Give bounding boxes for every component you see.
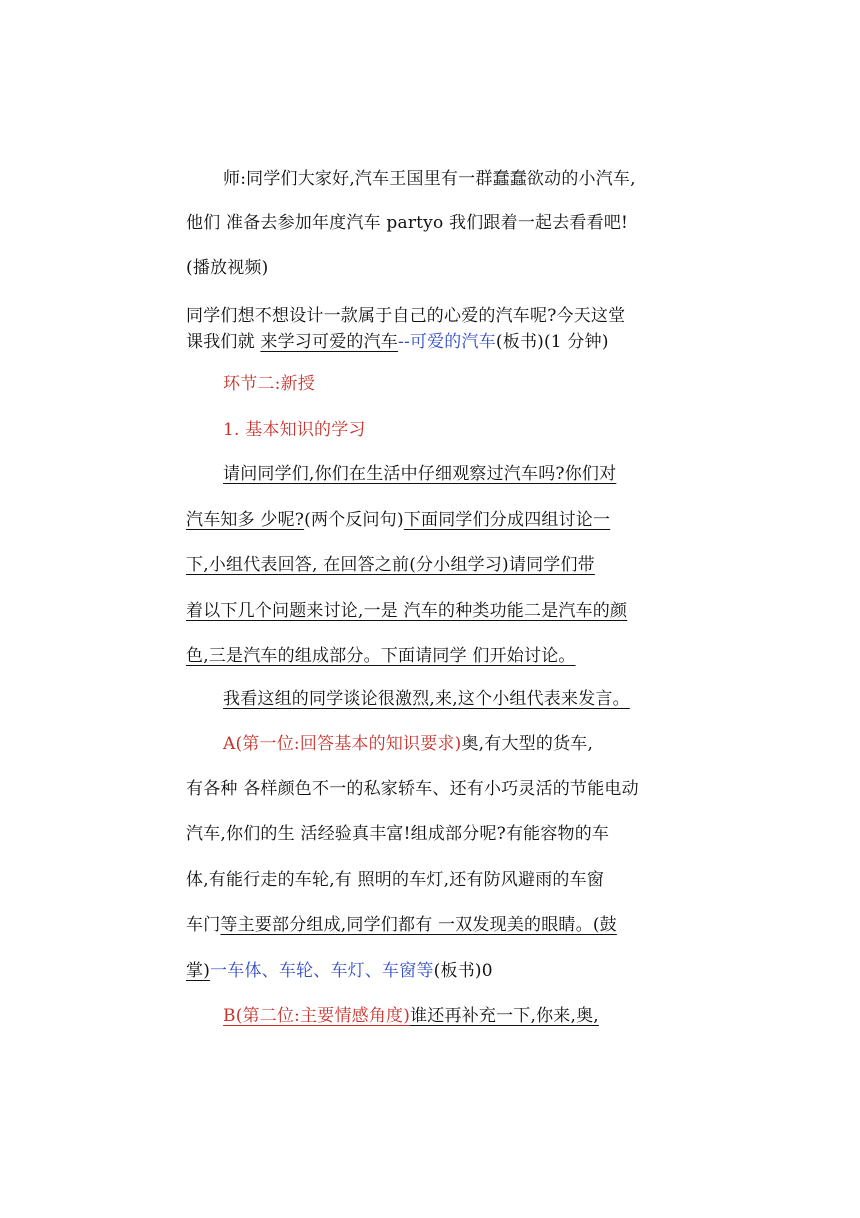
paragraph-line-15	[186, 778, 686, 800]
paragraph-line-16	[186, 823, 686, 845]
underlined-text: 请问同学们,你们在生活中仔细观察过汽车吗?你们对	[223, 464, 617, 484]
paragraph-line-5	[186, 331, 686, 353]
paragraph-line-14	[223, 733, 723, 755]
underlined-text: 来学习可爱的汽车	[260, 332, 399, 352]
paragraph-line-3	[186, 257, 686, 279]
text-segment: 他们 准备去参加年度汽车 partyo 我们跟着一起去看看吧!	[186, 213, 629, 233]
paragraph-line-10	[186, 554, 686, 576]
section-heading-text: 环节二:新授	[223, 374, 315, 394]
paragraph-line-17	[186, 869, 686, 891]
speaker-a-label: A(第一位:回答基本的知识要求)	[223, 734, 462, 754]
text-segment: 汽车,你们的生 活经验真丰富!组成部分呢?有能容物的车	[186, 824, 610, 844]
paragraph-line-18	[186, 914, 686, 936]
paragraph-line-11	[186, 600, 686, 622]
section-heading	[223, 373, 723, 395]
text-segment: 车门	[186, 915, 221, 935]
paragraph-line-19	[186, 960, 686, 982]
paragraph-line-8	[223, 463, 723, 485]
underlined-text: 我看这组的同学谈论很激烈,来,这个小组代表来发言。	[223, 689, 630, 709]
subsection-heading	[223, 419, 723, 441]
text-segment: 有各种 各样颜色不一的私家轿车、还有小巧灵活的节能电动	[186, 779, 639, 799]
paragraph-line-2	[186, 212, 686, 234]
board-items-text: 一车体、车轮、车灯、车窗等	[210, 961, 434, 981]
underlined-text: 谁还再补充一下,你来,奥,	[410, 1006, 599, 1026]
board-title-text: 可爱的汽车	[409, 332, 496, 352]
dash-text: --	[398, 332, 410, 352]
paragraph-line-1	[223, 168, 723, 190]
underlined-text: 下,小组代表回答, 在回答之前(分小组学习)请同学们带	[186, 555, 595, 575]
text-segment: 师:同学们大家好,汽车王国里有一群蠢蠢欲动的小汽车,	[223, 169, 636, 189]
paragraph-line-12	[186, 645, 686, 667]
paragraph-line-20	[223, 1005, 723, 1027]
speaker-b-label: B(第二位:主要情感角度)	[223, 1006, 411, 1026]
underlined-text: 着以下几个问题来讨论,一是 汽车的种类功能二是汽车的颜	[186, 601, 628, 621]
subsection-heading-text: 1. 基本知识的学习	[223, 420, 366, 440]
text-segment: 体,有能行走的车轮,有 照明的车灯,还有防风避雨的车窗	[186, 870, 605, 890]
paragraph-line-9	[186, 509, 686, 531]
text-segment: 课我们就	[186, 332, 261, 352]
text-segment: 奥,有大型的货车,	[461, 734, 594, 754]
underlined-text: 掌)	[186, 961, 211, 981]
paragraph-line-13	[223, 688, 723, 710]
text-segment: (播放视频)	[186, 258, 269, 278]
text-segment: (板书)(1 分钟)	[495, 332, 609, 352]
underlined-text: 等主要部分组成,同学们都有 一双发现美的眼睛。(鼓	[220, 915, 617, 935]
underlined-text: 汽车知多 少呢?	[186, 510, 305, 530]
text-segment: 同学们想不想设计一款属于自己的心爱的汽车呢?今天这堂	[186, 306, 626, 326]
text-segment: (两个反问句)	[304, 510, 404, 530]
underlined-text: 下面同学们分成四组讨论一	[403, 510, 611, 530]
text-segment: (板书)0	[433, 961, 493, 981]
paragraph-line-4	[186, 305, 686, 327]
underlined-text: 色,三是汽车的组成部分。下面请同学 们开始讨论。	[186, 646, 576, 666]
